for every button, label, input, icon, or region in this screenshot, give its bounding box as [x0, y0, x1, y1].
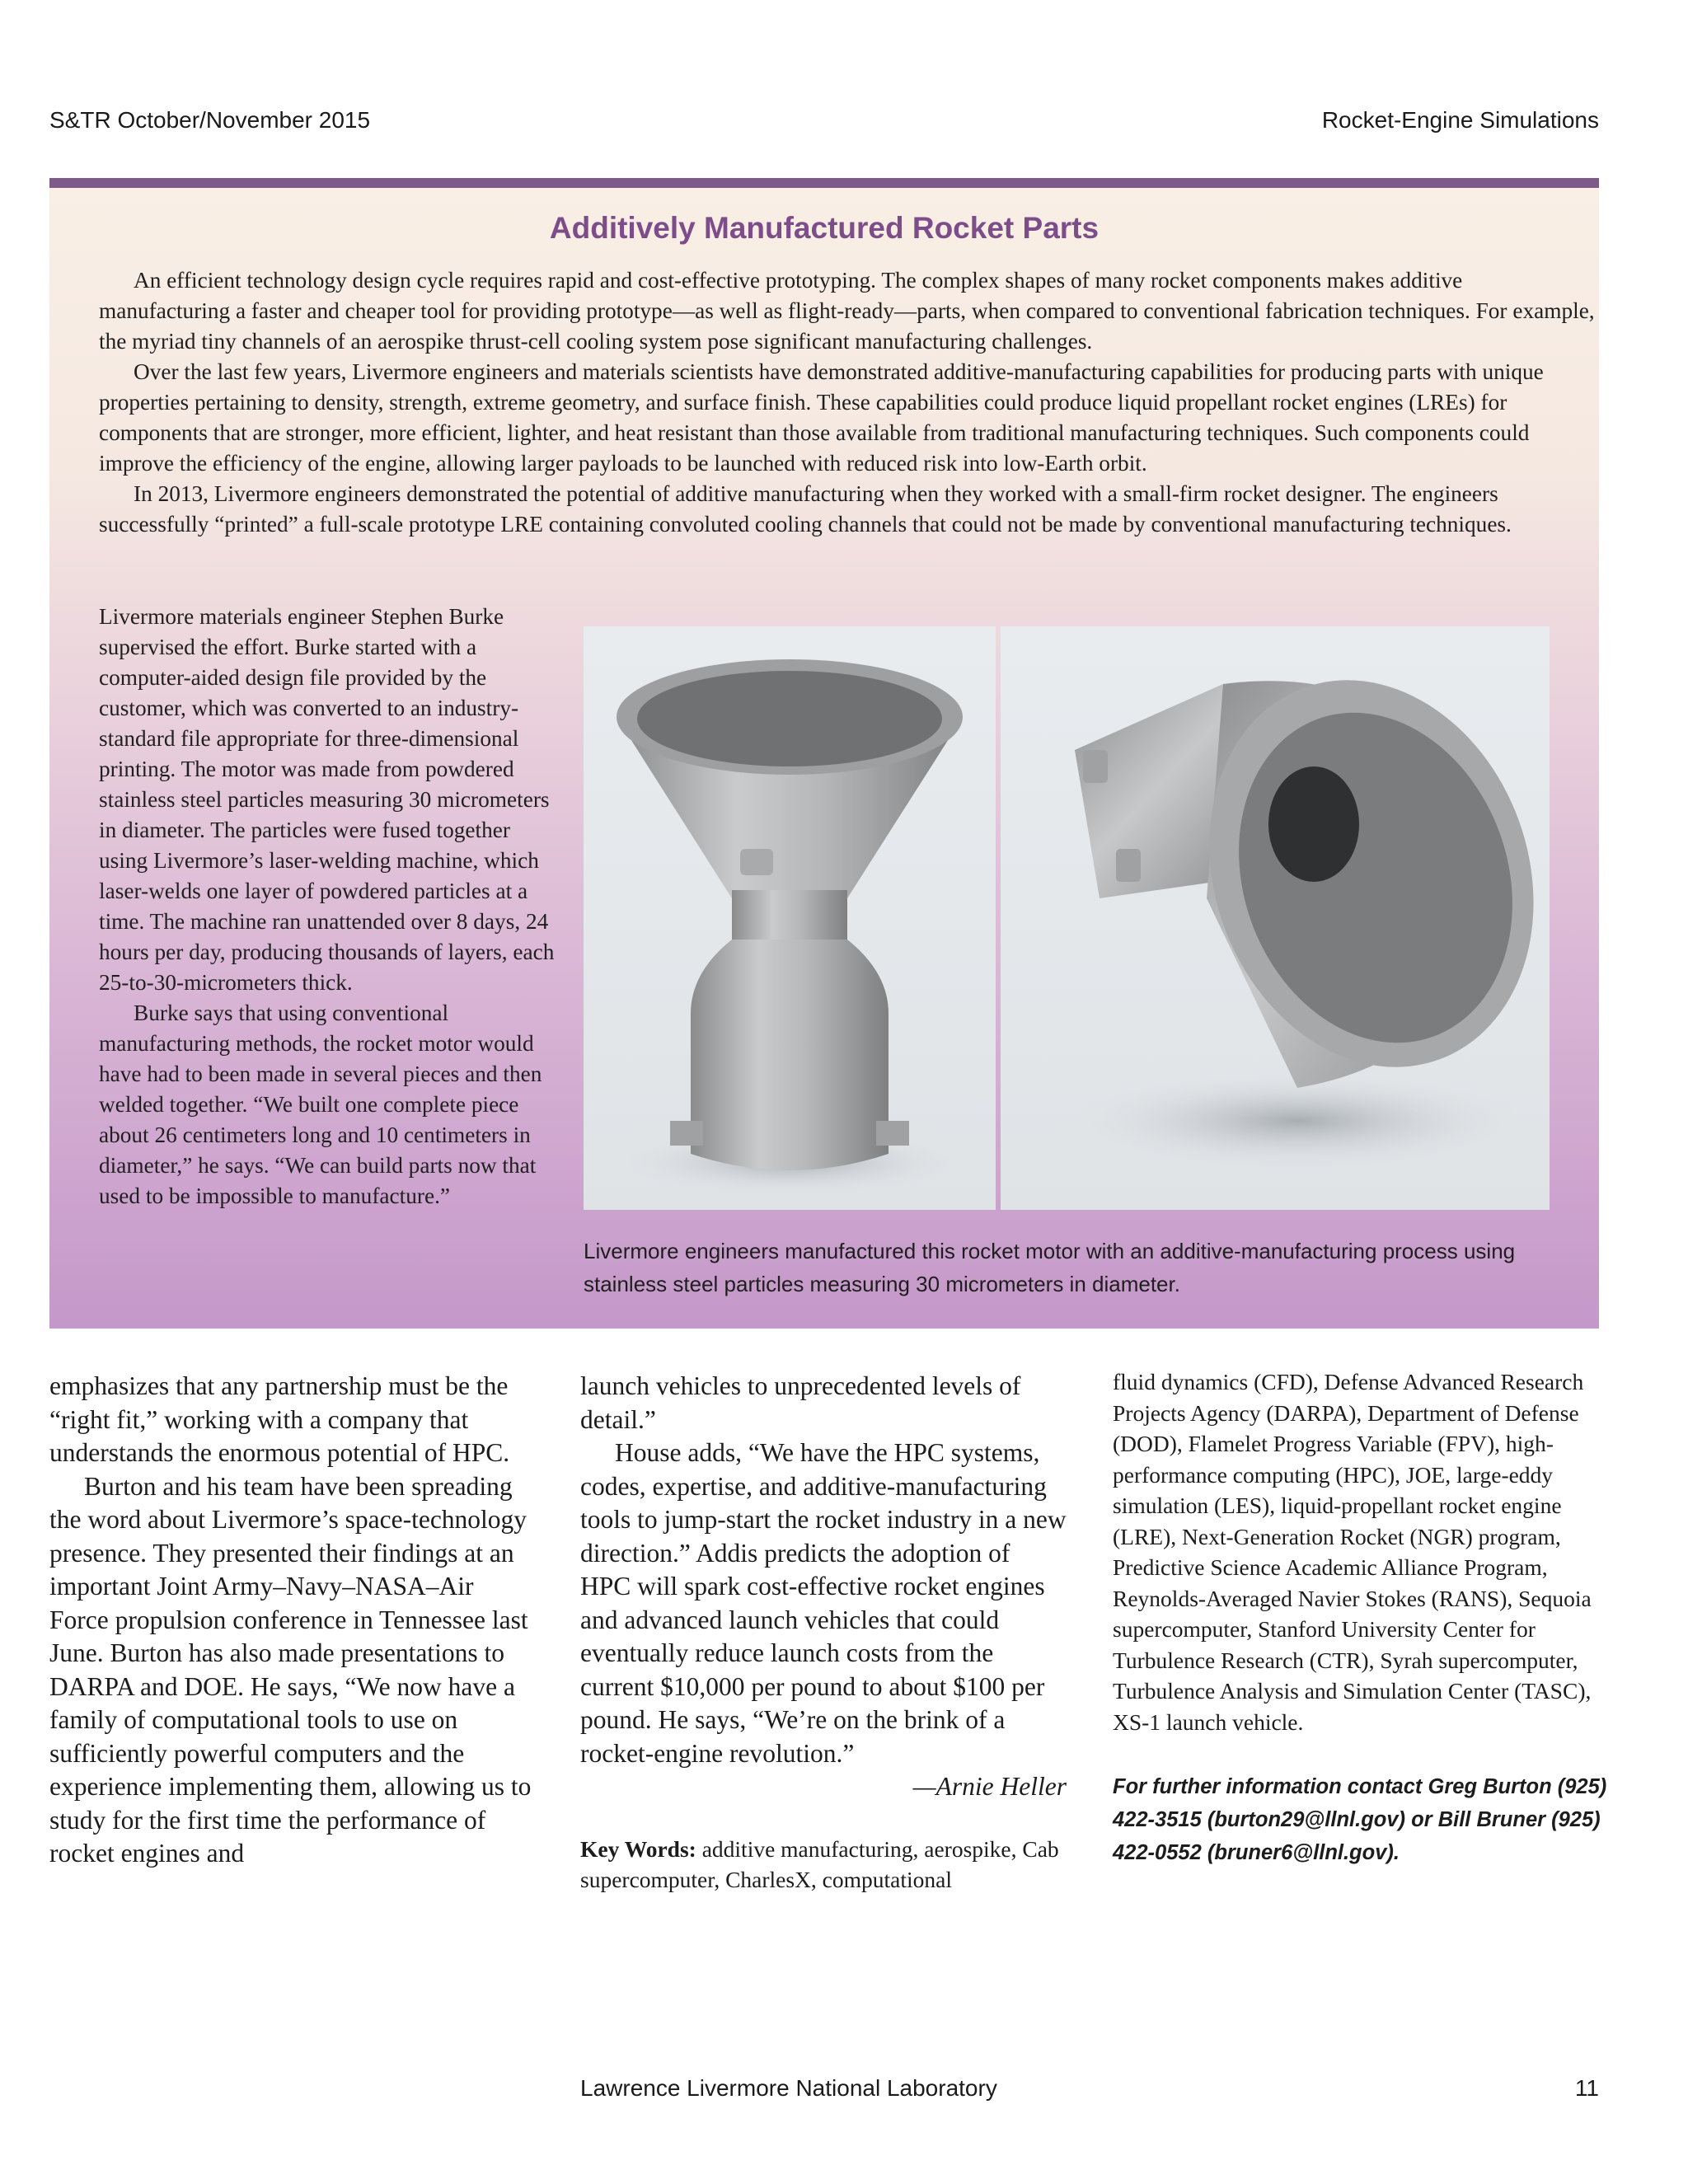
page-number: 11	[1574, 2075, 1599, 2101]
sidebar-paragraph: In 2013, Livermore engineers demonstrated the potential of additive manufacturing when they worked with a small-firm rocket designer. The engineers successfully “printed” a full-scale prototype LRE containing convoluted cooling channels that could not be made by conventional manufacturing techniques.	[99, 481, 1512, 537]
rocket-motor-photo-tilted	[1001, 626, 1550, 1210]
keywords	[580, 1834, 1067, 1896]
contact-info: For further information contact Greg Burton (925) 422-3515 (burton29@llnl.gov) or Bill Bruner (925) 422-0552 (bruner6@llnl.gov).	[1113, 1775, 1607, 1864]
body-paragraph: launch vehicles to unprecedented levels of detail.”	[580, 1371, 1021, 1434]
running-header-right: Rocket-Engine Simulations	[1321, 107, 1599, 133]
keywords-label: Key Words:	[580, 1835, 696, 1862]
keywords-continued: fluid dynamics (CFD), Defense Advanced Research Projects Agency (DARPA), Department of Defense (DOD), Flamelet Progress Variable (FPV), high-performance computing (HPC), JOE, large-eddy simulation (LES), liquid-propellant rocket engine (LRE), Next-Generation Rocket (NGR) program, Predictive Science Academic Alliance Program, Reynolds-Averaged Navier Stokes (RANS), Sequoia supercomputer, Stanford University Center for Turbulence Research (CTR), Syrah supercomputer, Turbulence Analysis and Simulation Center (TASC), XS-1 launch vehicle.	[1113, 1369, 1592, 1735]
sidebar-paragraph: Livermore materials engineer Stephen Burke supervised the effort. Burke started with a computer-aided design file provided by the customer, which was converted to an industry-standard file appropriate for three-dimensional printing. The motor was made from powdered stainless steel particles measuring 30 micrometers in diameter. The particles were fused together using Livermore’s laser-welding machine, which laser-welds one layer of powdered particles at a time. The machine ran unattended over 8 days, 24 hours per day, producing thousands of layers, each 25-to-30-micrometers thick.	[99, 604, 555, 995]
sidebar-paragraph: Burke says that using conventional manufacturing methods, the rocket motor would have had to been made in several pieces and then welded together. “We built one complete piece about 26 centimeters long and 10 centimeters in diameter,” he says. “We can build parts now that used to be impossible to manufacture.”	[99, 1001, 542, 1208]
body-column-3	[1113, 1366, 1607, 1869]
rocket-motor-photo-upright	[584, 626, 996, 1210]
sidebar-title: Additively Manufactured Rocket Parts	[549, 211, 1100, 245]
photo-caption: Livermore engineers manufactured this rocket motor with an additive-manufacturing process using stainless steel particles measuring 30 micrometers in diameter.	[584, 1239, 1516, 1296]
keywords-text: additive manufacturing, aerospike, Cab supercomputer, CharlesX, computational	[580, 1835, 1059, 1892]
sidebar-box	[49, 178, 1599, 1329]
sidebar-paragraph: An efficient technology design cycle requires rapid and cost-effective prototyping. The complex shapes of many rocket components makes additive manufacturing a faster and cheaper tool for providing prototype—as well as flight-ready—parts, when compared to conventional fabrication techniques. For example, the myriad tiny channels of an aerospike thrust-cell cooling system pose significant manufacturing challenges.	[99, 268, 1595, 354]
body-column-2	[580, 1370, 1067, 1896]
body-paragraph: emphasizes that any partnership must be the “right fit,” working with a company that understands the enormous potential of HPC.	[49, 1371, 510, 1467]
running-header-left: S&TR October/November 2015	[49, 107, 371, 133]
body-paragraph: Burton and his team have been spreading the word about Livermore’s space-technology presence. They presented their findings at an important Joint Army–Navy–NASA–Air Force propulsion conference in Tennessee last June. Burton has also made presentations to DARPA and DOE. He says, “We now have a family of computational tools to use on sufficiently powerful computers and the experience implementing them, allowing us to study for the first time the performance of rocket engines and	[49, 1471, 532, 1868]
sidebar-left-column	[99, 602, 560, 1212]
author-byline: —Arnie Heller	[912, 1772, 1067, 1801]
body-paragraph: House adds, “We have the HPC systems, codes, expertise, and additive-manufacturing tools to jump-start the rocket industry in a new direction.” Addis predicts the adoption of HPC will spark cost-effective rocket engines and advanced launch vehicles that could eventually reduce launch costs from the current $10,000 per pound to about $100 per pound. He says, “We’re on the brink of a rocket-engine revolution.”	[580, 1438, 1067, 1768]
footer-lab-name: Lawrence Livermore National Laboratory	[580, 2075, 997, 2101]
body-column-1	[49, 1370, 536, 1871]
sidebar-paragraph: Over the last few years, Livermore engineers and materials scientists have demonstrated additive-manufacturing capabilities for producing parts with unique properties pertaining to density, strength, extreme geometry, and surface finish. These capabilities could produce liquid propellant rocket engines (LREs) for components that are stronger, more efficient, lighter, and heat resistant than those available from traditional manufacturing techniques. Such components could improve the efficiency of the engine, allowing larger payloads to be launched with reduced risk into low-Earth orbit.	[99, 359, 1544, 476]
sidebar-intro	[99, 265, 1599, 540]
